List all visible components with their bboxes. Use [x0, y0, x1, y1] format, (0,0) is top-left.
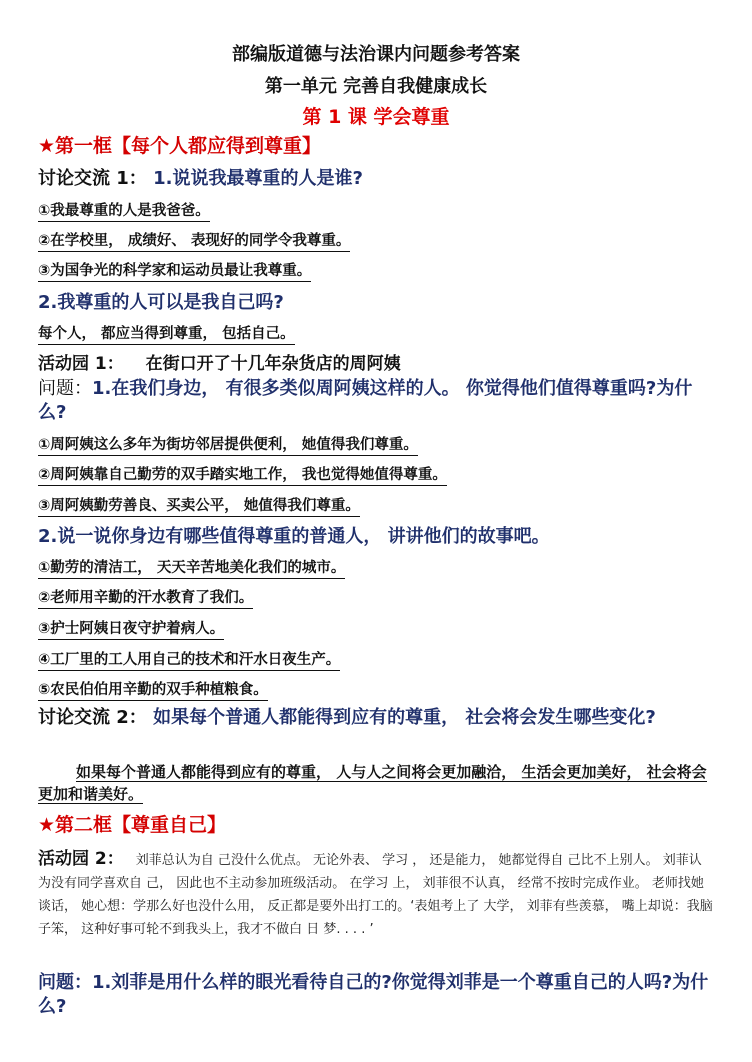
discuss1-q1-text: 1.说说我最尊重的人是谁?: [153, 168, 363, 189]
activity1-answer2-5: ⑤农民伯伯用辛勤的双手种植粮食。: [38, 678, 268, 701]
activity1-answer-2: ②周阿姨靠自己勤劳的双手踏实地工作， 我也觉得她值得尊重。: [38, 463, 447, 486]
discuss2-label: 讨论交流 2：: [38, 707, 147, 728]
activity1-answer-1: ①周阿姨这么多年为街坊邻居提供便利， 她值得我们尊重。: [38, 433, 418, 456]
section2-heading: ★第二框【尊重自己】: [38, 814, 227, 836]
discuss1-answer-3: ③为国争光的科学家和运动员最让我尊重。: [38, 259, 311, 282]
discuss1-answer-q2: 每个人， 都应当得到尊重， 包括自己。: [38, 322, 295, 345]
document-title: 部编版道德与法治课内问题参考答案: [232, 44, 520, 65]
discuss1-label: 讨论交流 1：: [38, 168, 147, 189]
activity1-answer2-1: ①勤劳的清洁工， 天天辛苦地美化我们的城市。: [38, 556, 345, 579]
discuss1-question2: 2.我尊重的人可以是我自己吗?: [38, 292, 284, 313]
question-prefix: 问题：: [38, 378, 92, 399]
activity1-question2: 2.说一说你身边有哪些值得尊重的普通人， 讲讲他们的故事吧。: [38, 526, 550, 547]
discuss2-answer: [38, 761, 714, 805]
discuss2-q-text: 如果每个普通人都能得到应有的尊重， 社会将会发生哪些变化?: [153, 707, 656, 728]
activity1-answer2-4: ④工厂里的工人用自己的技术和汗水日夜生产。: [38, 648, 340, 671]
activity1-line: [38, 349, 401, 374]
lesson-title: 第 1 课 学会尊重: [302, 106, 450, 128]
activity1-answer2-2: ②老师用辛勤的汗水教育了我们。: [38, 586, 253, 609]
activity2-text: 刘菲总认为自 己没什么优点。 无论外表、 学习 ， 还是能力， 她都觉得自 己比不上别人。 刘菲认为没有同学喜欢自 己， 因此也不主动参加班级活动。 在学习 上， 刘菲很不认真， 经常不按时完成作业。 老师找她谈话， 她心想：学那么好也没什么用， 反正都是要外出打工的。‘表姐考上了 大学， 刘菲有些羡慕， 嘴上却说：我脑子笨， 这种好事可轮不到我头上，我才不做白 日 梦. . . . ’: [38, 853, 713, 937]
activity1-text: 在街口开了十几年杂货店的周阿姨: [145, 354, 401, 374]
activity2-label: 活动园 2：: [38, 849, 124, 869]
activity1-q1-text: 1.在我们身边， 有很多类似周阿姨这样的人。 你觉得他们值得尊重吗?为什么?: [38, 378, 693, 423]
activity1-question1: [38, 377, 714, 425]
activity1-label: 活动园 1：: [38, 354, 124, 374]
section2-question: 问题：1.刘菲是用什么样的眼光看待自己的?你觉得刘菲是一个尊重自己的人吗?为什么?: [38, 972, 709, 1017]
unit-title: 第一单元 完善自我健康成长: [264, 76, 488, 97]
activity2-paragraph: [38, 848, 714, 941]
discuss1-question1: [38, 164, 363, 190]
discuss1-answer-1: ①我最尊重的人是我爸爸。: [38, 199, 210, 222]
discuss1-answer-2: ②在学校里， 成绩好、 表现好的同学令我尊重。: [38, 229, 350, 252]
activity1-answer-3: ③周阿姨勤劳善良、买卖公平， 她值得我们尊重。: [38, 494, 360, 517]
discuss2-answer-text: 如果每个普通人都能得到应有的尊重， 人与人之间将会更加融洽， 生活会更加美好， 社会将会更加和谐美好。: [38, 763, 707, 803]
section1-heading: ★第一框【每个人都应得到尊重】: [38, 135, 322, 157]
discuss2-question: [38, 706, 714, 730]
activity1-answer2-3: ③护士阿姨日夜守护着病人。: [38, 617, 224, 640]
